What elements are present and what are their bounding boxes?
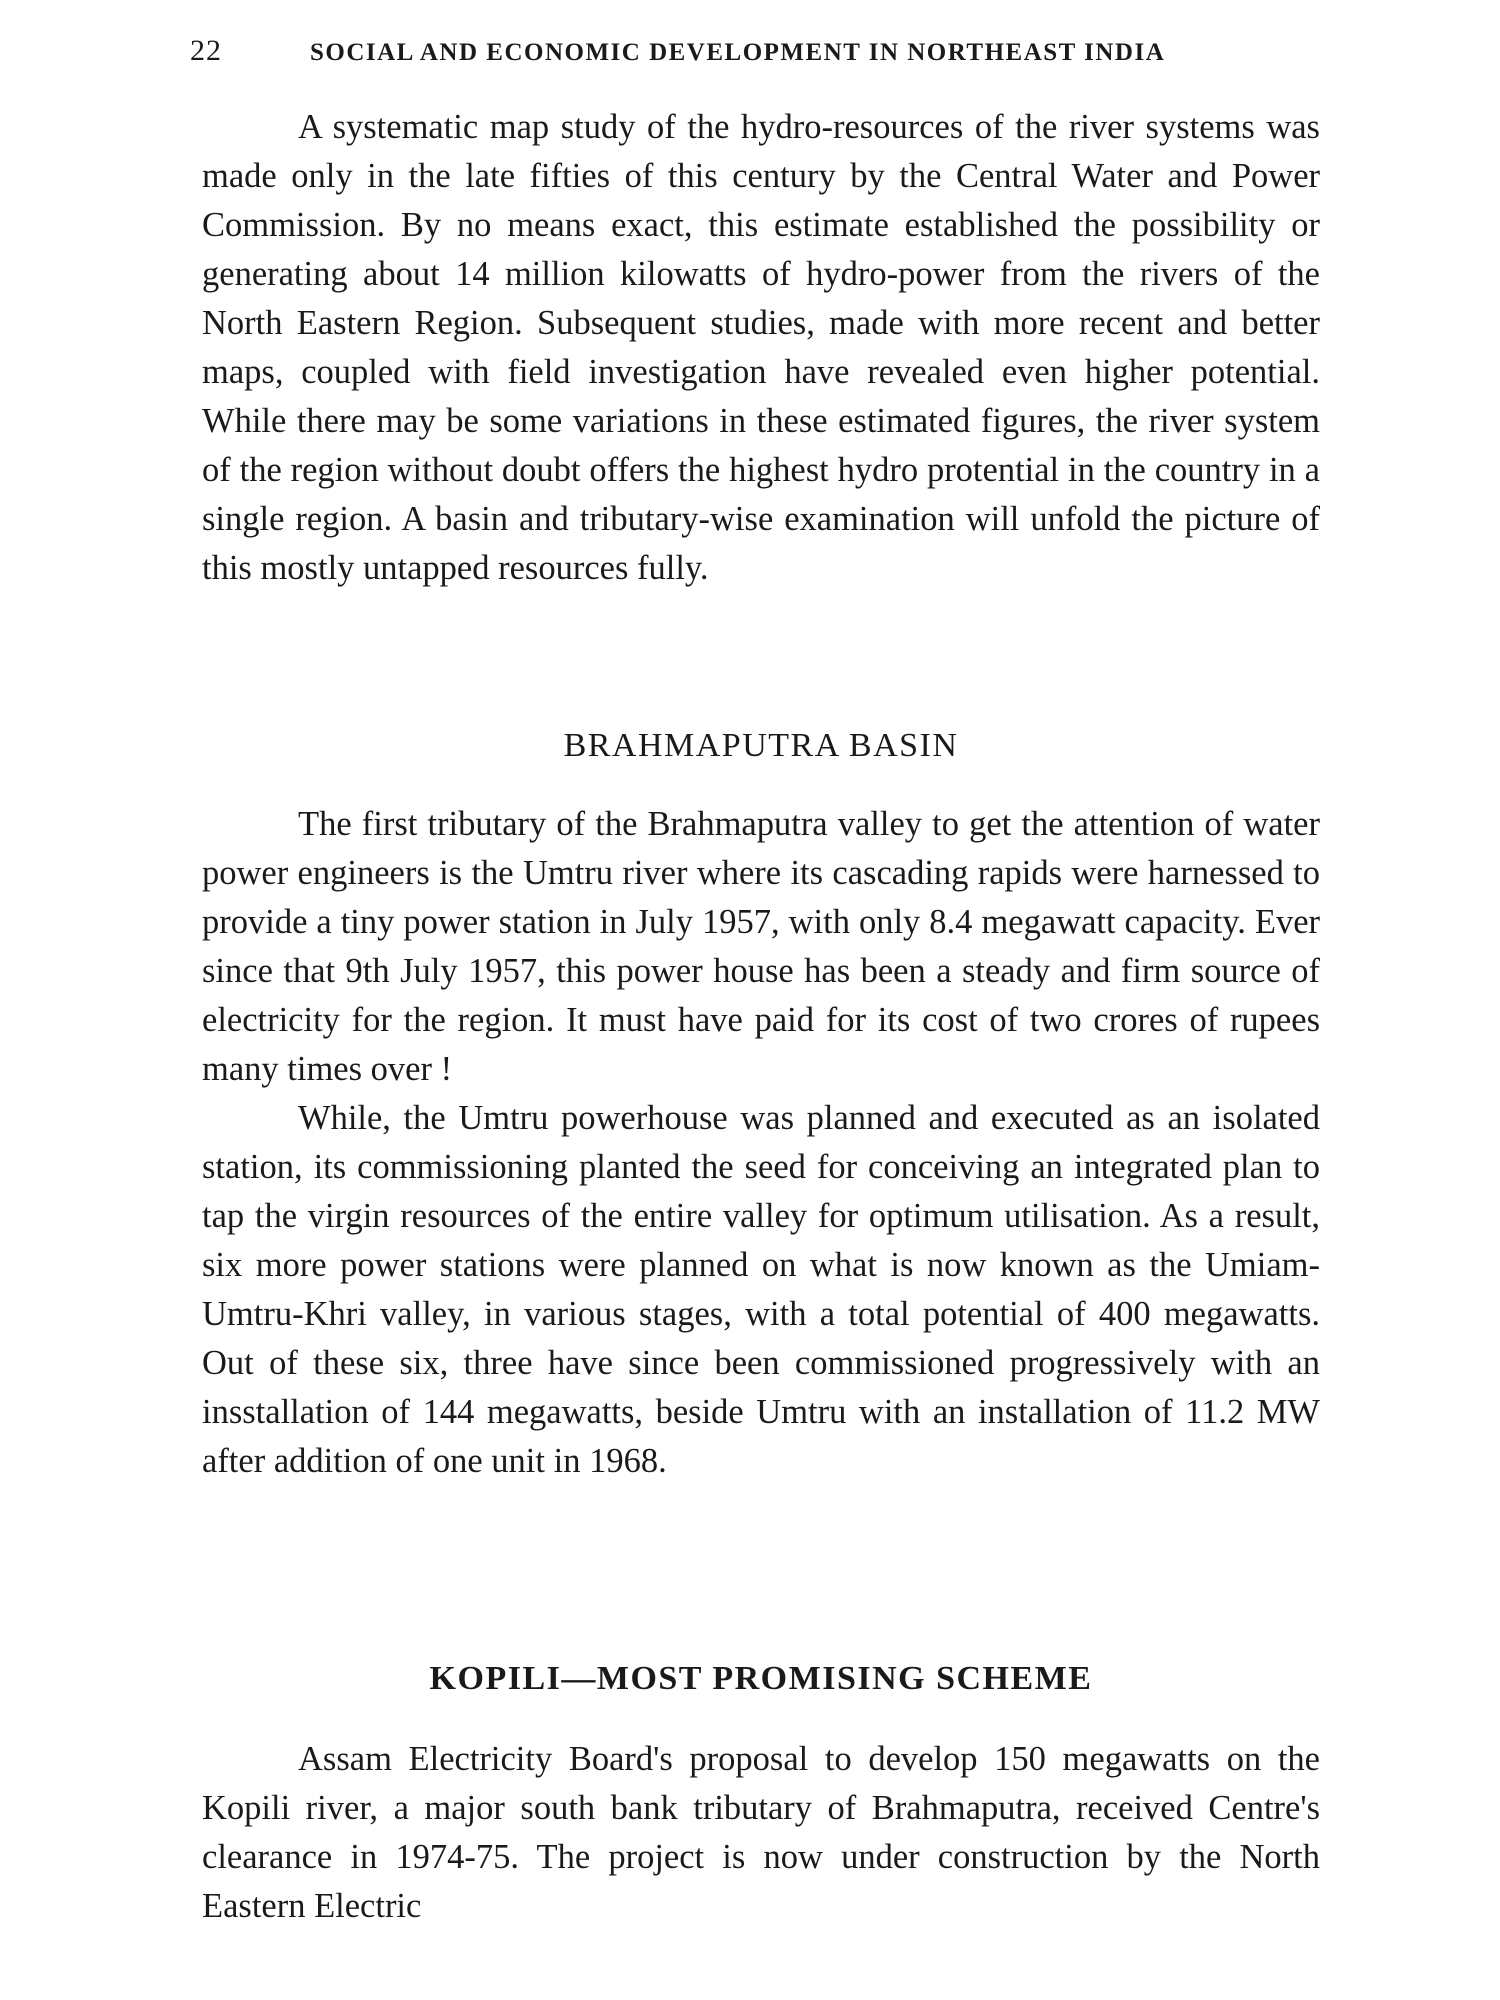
running-header	[190, 34, 1320, 74]
paragraph-text: A systematic map study of the hydro-resources of the river systems was made only in the late fifties of this century by the Central Water and Power Commission. By no means exact, this estimate established the possibility or generating about 14 million kilowatts of hydro-power from the rivers of the North Eastern Region. Subsequent studies, made with more recent and better maps, coupled with field investigation have revealed even higher potential. While there may be some variations in these estimated figures, the river system of the region without doubt offers the highest hydro protential in the country in a single region. A basin and tributary-wise examination will unfold the picture of this mostly untapped resources fully.	[202, 108, 1320, 587]
heading-brahmaputra-basin: BRAHMAPUTRA BASIN	[563, 727, 959, 764]
brahmaputra-basin-section	[202, 800, 1320, 1486]
book-title: SOCIAL AND ECONOMIC DEVELOPMENT IN NORTHEAST INDIA	[310, 39, 1166, 66]
heading-kopili-scheme: KOPILI—MOST PROMISING SCHEME	[429, 1660, 1093, 1697]
paragraph-hydro-resources	[202, 103, 1320, 593]
paragraph-kopili-proposal	[202, 1735, 1320, 1931]
paragraph-text: Assam Electricity Board's proposal to develop 150 megawatts on the Kopili river, a major south bank tributary of Brahmaputra, received Centre's clearance in 1974-75. The project is now under construction by the North Eastern Electric	[202, 1740, 1320, 1925]
page-number: 22	[190, 34, 222, 67]
paragraph-umtru-river: The first tributary of the Brahmaputra valley to get the attention of water power engineers is the Umtru river where its cascading rapids were harnessed to provide a tiny power station in July 1957, with only 8.4 megawatt capacity. Ever since that 9th July 1957, this power house has been a steady and firm source of electricity for the region. It must have paid for its cost of two crores of rupees many times over !	[202, 805, 1320, 1088]
paragraph-umiam-umtru-khri: While, the Umtru powerhouse was planned and executed as an isolated station, its commissioning planted the seed for conceiving an integrated plan to tap the virgin resources of the entire valley for optimum utilisation. As a result, six more power stations were planned on what is now known as the Umiam-Umtru-Khri valley, in various stages, with a total potential of 400 megawatts. Out of these six, three have since been commissioned progressively with an insstallation of 144 megawatts, beside Umtru with an installation of 11.2 MW after addition of one unit in 1968.	[202, 1099, 1320, 1480]
